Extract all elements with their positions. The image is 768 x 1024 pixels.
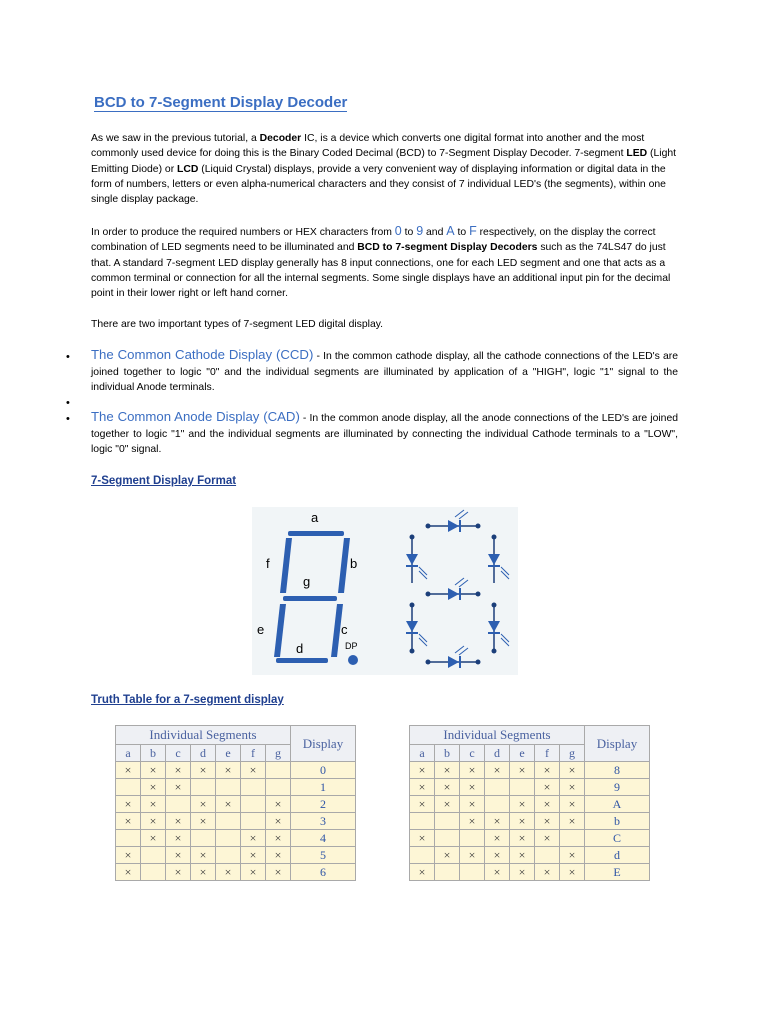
bullet-lead: The Common Anode Display (CAD) xyxy=(91,409,300,424)
table-row xyxy=(116,813,356,830)
segment-cell xyxy=(410,847,435,864)
bullet-lead: The Common Cathode Display (CCD) xyxy=(91,347,314,362)
segment-cell: × xyxy=(141,779,166,796)
bullet-marker: • xyxy=(66,413,70,425)
segment-cell: × xyxy=(510,864,535,881)
segment-header: b xyxy=(141,745,166,762)
segment-header: c xyxy=(166,745,191,762)
label-dp: DP xyxy=(345,641,358,651)
segment-cell xyxy=(435,813,460,830)
segment-d xyxy=(276,658,328,663)
display-cell: 9 xyxy=(585,779,650,796)
segment-cell: × xyxy=(191,847,216,864)
segment-cell: × xyxy=(141,813,166,830)
hex-paragraph: In order to produce the required numbers or HEX characters from 0 to 9 and A to F respectively, on the display the correct combination of LED segments need to be illuminated and BCD to 7-segment Display Decoders such as the 74LS47 do just that. A standard 7-segment LED display generally has 8 input connections, one for each LED segment and one that acts as a common terminal or connection for all the internal segments. Some single displays have an additional input pin for the decimal point in their lower right or left hand corner. xyxy=(91,224,671,300)
segment-cell xyxy=(485,796,510,813)
segment-cell: × xyxy=(241,762,266,779)
segment-cell: × xyxy=(435,796,460,813)
table-row xyxy=(410,813,650,830)
segment-cell: × xyxy=(510,796,535,813)
bullet-marker-empty: • xyxy=(66,397,70,409)
segment-cell xyxy=(410,813,435,830)
segment-cell xyxy=(435,864,460,881)
segment-header: f xyxy=(535,745,560,762)
truth-table-left xyxy=(115,725,356,881)
segment-cell: × xyxy=(116,813,141,830)
segment-cell: × xyxy=(166,813,191,830)
segment-cell: × xyxy=(460,779,485,796)
table-row xyxy=(410,864,650,881)
segment-cell: × xyxy=(485,813,510,830)
segment-header: a xyxy=(116,745,141,762)
segment-cell xyxy=(216,830,241,847)
segment-cell: × xyxy=(510,813,535,830)
segment-cell: × xyxy=(435,762,460,779)
table-row xyxy=(410,830,650,847)
segment-cell: × xyxy=(410,864,435,881)
group-header: Individual Segments xyxy=(116,726,291,745)
segment-cell: × xyxy=(166,847,191,864)
segment-cell: × xyxy=(510,830,535,847)
segment-cell: × xyxy=(166,779,191,796)
types-paragraph: There are two important types of 7-segment LED digital display. xyxy=(91,319,384,330)
segment-cell: × xyxy=(535,864,560,881)
segment-cell: × xyxy=(560,779,585,796)
segment-cell: × xyxy=(166,762,191,779)
segment-cell xyxy=(485,779,510,796)
segment-cell: × xyxy=(216,864,241,881)
label-c: c xyxy=(341,622,348,637)
segment-cell: × xyxy=(410,830,435,847)
table-row xyxy=(116,847,356,864)
segment-cell xyxy=(510,779,535,796)
segment-cell: × xyxy=(435,847,460,864)
intro-paragraph: As we saw in the previous tutorial, a Decoder IC, is a device which converts one digital format into another and the most commonly used device for doing this is the Binary Coded Decimal (BCD) to 7-Segment Display Decoder. 7-segment LED (Light Emitting Diode) or LCD (Liquid Crystal) displays, provide a very convenient way of displaying information or digital data in the form of numbers, letters or even alpha-numerical characters and they consist of 7 individual LED's (the segments), within one single display package. xyxy=(91,133,677,206)
segment-cell xyxy=(216,813,241,830)
segment-cell: × xyxy=(241,830,266,847)
table-row xyxy=(116,779,356,796)
display-cell: C xyxy=(585,830,650,847)
segment-cell: × xyxy=(166,830,191,847)
segment-cell: × xyxy=(116,864,141,881)
label-b: b xyxy=(350,556,358,571)
table-row xyxy=(116,864,356,881)
segment-cell: × xyxy=(116,796,141,813)
segment-header: g xyxy=(266,745,291,762)
segment-cell: × xyxy=(191,813,216,830)
segment-cell: × xyxy=(410,796,435,813)
segment-cell: × xyxy=(191,796,216,813)
segment-cell: × xyxy=(216,796,241,813)
segment-cell xyxy=(266,779,291,796)
segment-cell: × xyxy=(560,796,585,813)
segment-header: g xyxy=(560,745,585,762)
segment-cell: × xyxy=(266,830,291,847)
segment-cell xyxy=(535,847,560,864)
truth-table-body xyxy=(410,762,650,881)
segment-cell: × xyxy=(141,830,166,847)
display-header: Display xyxy=(585,726,650,762)
segment-cell xyxy=(216,779,241,796)
segment-cell: × xyxy=(460,762,485,779)
display-cell: 0 xyxy=(291,762,356,779)
segment-header: b xyxy=(435,745,460,762)
segment-dp xyxy=(348,655,358,665)
segment-cell: × xyxy=(460,813,485,830)
segment-cell: × xyxy=(485,864,510,881)
bullet-ccd: The Common Cathode Display (CCD) - In the common cathode display, all the cathode connections of the LED's are joined together to logic "0" and the individual segments are illuminated by application of a "HIGH", logic "1" signal to the individual Anode terminals. xyxy=(91,347,678,394)
segment-cell xyxy=(216,847,241,864)
seven-segment-diagram xyxy=(252,507,518,675)
segment-header: a xyxy=(410,745,435,762)
label-d: d xyxy=(296,641,304,656)
segment-cell: × xyxy=(166,864,191,881)
segment-cell: × xyxy=(266,813,291,830)
segment-cell: × xyxy=(191,864,216,881)
heading-display-format: 7-Segment Display Format xyxy=(91,475,237,487)
segment-g xyxy=(283,596,337,601)
segment-cell: × xyxy=(535,762,560,779)
bullet-cad: The Common Anode Display (CAD) - In the common anode display, all the anode connections of the LED's are joined together to logic "1" and the individual segments are illuminated by connecting the individual Cathode terminals to a "LOW", logic "0" signal. xyxy=(91,409,678,456)
segment-cell: × xyxy=(535,796,560,813)
truth-table-right xyxy=(409,725,650,881)
segment-header: e xyxy=(216,745,241,762)
segment-cell xyxy=(116,779,141,796)
segment-cell xyxy=(166,796,191,813)
segment-cell xyxy=(141,864,166,881)
segment-cell: × xyxy=(410,779,435,796)
display-cell: E xyxy=(585,864,650,881)
label-e: e xyxy=(257,622,265,637)
segment-header: f xyxy=(241,745,266,762)
segment-header: c xyxy=(460,745,485,762)
segment-cell: × xyxy=(560,762,585,779)
table-row xyxy=(410,847,650,864)
table-row xyxy=(116,830,356,847)
segment-cell xyxy=(241,779,266,796)
segment-cell xyxy=(560,830,585,847)
segment-cell: × xyxy=(535,830,560,847)
display-cell: 5 xyxy=(291,847,356,864)
segment-cell xyxy=(266,762,291,779)
segment-cell: × xyxy=(410,762,435,779)
segment-cell xyxy=(116,830,141,847)
segment-cell: × xyxy=(266,796,291,813)
segment-a xyxy=(288,531,344,536)
label-a: a xyxy=(311,510,319,525)
display-cell: 8 xyxy=(585,762,650,779)
segment-cell: × xyxy=(266,864,291,881)
display-header: Display xyxy=(291,726,356,762)
segment-cell: × xyxy=(241,864,266,881)
segment-cell: × xyxy=(560,864,585,881)
segment-cell xyxy=(191,830,216,847)
segment-cell: × xyxy=(216,762,241,779)
display-cell: 2 xyxy=(291,796,356,813)
segment-cell xyxy=(460,830,485,847)
display-cell: 4 xyxy=(291,830,356,847)
truth-table-body xyxy=(116,762,356,881)
segment-cell: × xyxy=(435,779,460,796)
display-cell: 6 xyxy=(291,864,356,881)
label-g: g xyxy=(303,574,311,589)
segment-cell: × xyxy=(191,762,216,779)
segment-header: e xyxy=(510,745,535,762)
page-title: BCD to 7-Segment Display Decoder xyxy=(94,94,348,111)
table-row xyxy=(116,796,356,813)
display-cell: 3 xyxy=(291,813,356,830)
segment-cell: × xyxy=(535,779,560,796)
segment-header: d xyxy=(191,745,216,762)
segment-cell: × xyxy=(116,762,141,779)
table-row xyxy=(116,762,356,779)
segment-cell xyxy=(460,864,485,881)
table-row xyxy=(410,762,650,779)
group-header: Individual Segments xyxy=(410,726,585,745)
table-row xyxy=(410,796,650,813)
segment-cell: × xyxy=(485,830,510,847)
segment-cell: × xyxy=(560,847,585,864)
segment-cell: × xyxy=(485,762,510,779)
segment-cell xyxy=(191,779,216,796)
bullet-marker: • xyxy=(66,351,70,363)
segment-cell: × xyxy=(141,796,166,813)
segment-header: d xyxy=(485,745,510,762)
table-row xyxy=(410,779,650,796)
display-cell: b xyxy=(585,813,650,830)
heading-truth-table: Truth Table for a 7-segment display xyxy=(91,694,284,706)
segment-cell: × xyxy=(535,813,560,830)
segment-cell: × xyxy=(116,847,141,864)
segment-cell xyxy=(141,847,166,864)
segment-cell: × xyxy=(560,813,585,830)
display-cell: 1 xyxy=(291,779,356,796)
segment-cell xyxy=(435,830,460,847)
segment-cell: × xyxy=(510,847,535,864)
segment-cell xyxy=(241,813,266,830)
label-f: f xyxy=(266,556,270,571)
segment-cell: × xyxy=(510,762,535,779)
segment-cell: × xyxy=(485,847,510,864)
segment-cell: × xyxy=(141,762,166,779)
segment-cell: × xyxy=(460,847,485,864)
display-cell: d xyxy=(585,847,650,864)
segment-cell: × xyxy=(460,796,485,813)
segment-cell xyxy=(241,796,266,813)
display-cell: A xyxy=(585,796,650,813)
segment-cell: × xyxy=(241,847,266,864)
segment-cell: × xyxy=(266,847,291,864)
